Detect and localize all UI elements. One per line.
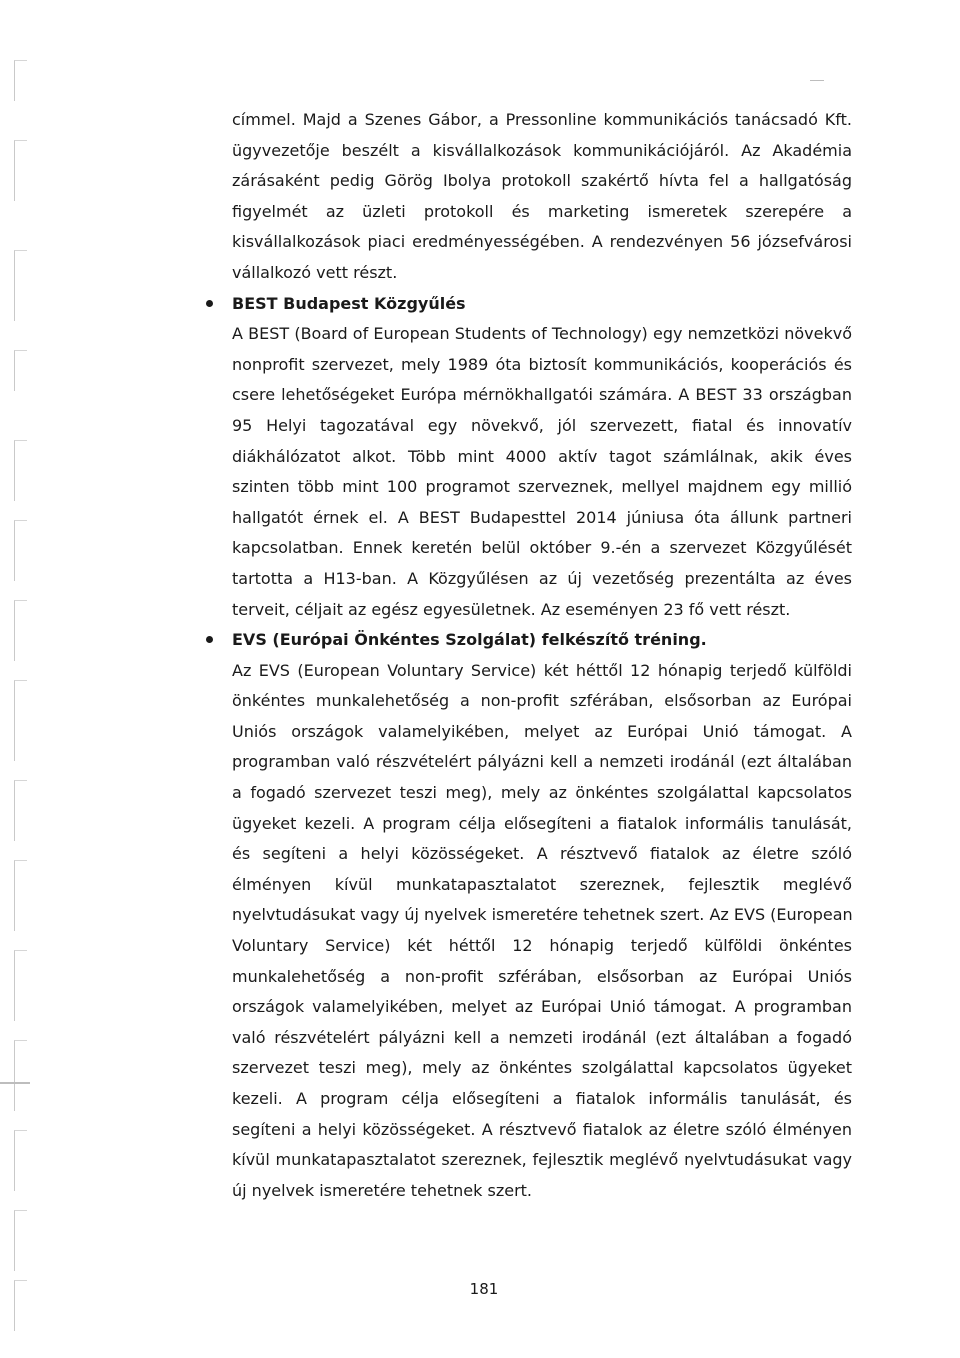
best-heading-line (232, 289, 852, 320)
scan-artifact (14, 1210, 27, 1271)
scan-artifact (14, 680, 27, 761)
scan-artifact (14, 250, 27, 321)
scan-artifact (0, 1082, 30, 1084)
text-line: Uniós országok valamelyikében, melyet az Európai Unió támogat. A (232, 721, 852, 741)
text-line: országok valamelyikében, melyet az Európai Unió támogat. A programban (232, 997, 852, 1017)
text-line: kisvállalkozások piaci eredményességében. A rendezvényen 56 józsefvárosi (232, 232, 852, 252)
text-line: szervezet teszi meg), mely az önkéntes szolgálattal kapcsolatos ügyeket (232, 1058, 852, 1078)
text-line: csere lehetőségeket Európa mérnökhallgatói számára. A BEST 33 országban (232, 385, 852, 405)
text-line: terveit, céljait az egész egyesületnek. Az eseményen 23 fő vett részt. (232, 599, 791, 619)
text-line: és segíteni a helyi közösségeket. A résztvevő fiatalok az életre szóló (232, 844, 852, 864)
text-line: élményen kívül munkatapasztalatot szereznek, fejlesztik meglévő (232, 874, 852, 894)
text-line: hallgatót érnek el. A BEST Budapesttel 2014 júniusa óta állunk partneri (232, 507, 852, 527)
text-line: Az EVS (European Voluntary Service) két héttől 12 hónapig terjedő külföldi (232, 660, 852, 680)
text-line: Voluntary Service) két héttől 12 hónapig terjedő külföldi önkéntes (232, 936, 852, 956)
scan-artifact (14, 350, 27, 391)
text-line: nonprofit szervezet, mely 1989 óta biztosít kommunikációs, kooperációs és (232, 354, 852, 374)
scan-artifact (14, 60, 27, 101)
scan-margin-artifacts (6, 20, 40, 1340)
text-line: kívül munkatapasztalatot szereznek, fejlesztik meglévő nyelvtudásukat vagy (232, 1150, 852, 1170)
intro-paragraph (232, 105, 852, 289)
text-line: kapcsolatban. Ennek keretén belül október 9.-én a szervezet Közgyűlését (232, 538, 852, 558)
page-number (1, 1280, 960, 1298)
scan-artifact (14, 1040, 27, 1111)
text-line: új nyelvek ismeretére tehetnek szert. (232, 1180, 533, 1200)
text-line: kezeli. A program célja elősegíteni a fiatalok informális tanulását, és (232, 1089, 852, 1108)
text-line: tartotta a H13-ban. A Közgyűlésen az új vezetőség prezentálta az éves (232, 568, 852, 588)
text-line: 95 Helyi tagozatával egy növekvő, jól szervezett, fiatal és innovatív (232, 415, 852, 435)
evs-heading-line (232, 625, 852, 656)
text-line: diákhálózatot alkot. Több mint 4000 aktív tagot számlálnak, akik éves (232, 446, 852, 466)
section-heading: EVS (Európai Önkéntes Szolgálat) felkészítő tréning. (232, 630, 707, 650)
text-line: vállalkozó vett részt. (232, 262, 398, 282)
scan-artifact (14, 860, 27, 931)
text-line: munkalehetőség a non-profit szférában, elsősorban az Európai Uniós (232, 966, 852, 986)
text-line: programban való részvételért pályázni kell a nemzeti irodánál (ezt általában (232, 752, 852, 772)
text-line: szinten több mint 100 programot szerveznek, mellyel majdnem egy millió (232, 477, 852, 497)
scan-artifact (14, 950, 27, 1021)
scan-artifact (14, 600, 27, 661)
text-line: való részvételért pályázni kell a nemzeti irodánál (ezt általában a fogadó (232, 1027, 852, 1047)
best-section (232, 289, 852, 626)
section-heading: BEST Budapest Közgyűlés (232, 293, 466, 313)
text-line: zárásaként pedig Görög Ibolya protokoll szakértő hívta fel a hallgatóság (232, 171, 852, 191)
evs-section (232, 625, 852, 1206)
bullet-icon (206, 300, 213, 307)
text-line: nyelvtudásukat vagy új nyelvek ismeretére tehetnek szert. Az EVS (European (232, 905, 853, 925)
scan-artifact (14, 780, 27, 841)
scan-artifact (14, 140, 27, 201)
text-line: A BEST (Board of European Students of Technology) egy nemzetközi növekvő (232, 324, 852, 344)
scan-artifact (810, 80, 824, 81)
text-line: ügyvezetője beszélt a kisvállalkozások kommunikációjáról. Az Akadémia (232, 140, 852, 160)
scan-artifact (14, 1130, 27, 1191)
text-line: figyelmét az üzleti protokoll és marketing ismeretek szerepére a (232, 201, 852, 221)
bullet-icon (206, 636, 213, 643)
document-body (232, 105, 852, 1206)
text-line: segíteni a helyi közösségeket. A résztvevő fiatalok az életre szóló élményen (232, 1119, 852, 1139)
scan-artifact (14, 520, 27, 581)
text-line: önkéntes munkalehetőség a non-profit szférában, elsősorban az Európai (232, 691, 852, 711)
page-number-text: 181 (469, 1280, 499, 1298)
text-line: címmel. Majd a Szenes Gábor, a Pressonline kommunikációs tanácsadó Kft. (232, 110, 852, 129)
text-line: ügyeket kezeli. A program célja elősegíteni a fiatalok informális tanulását, (232, 813, 852, 833)
scan-artifact (14, 440, 27, 501)
text-line: a fogadó szervezet teszi meg), mely az önkéntes szolgálattal kapcsolatos (232, 783, 852, 803)
